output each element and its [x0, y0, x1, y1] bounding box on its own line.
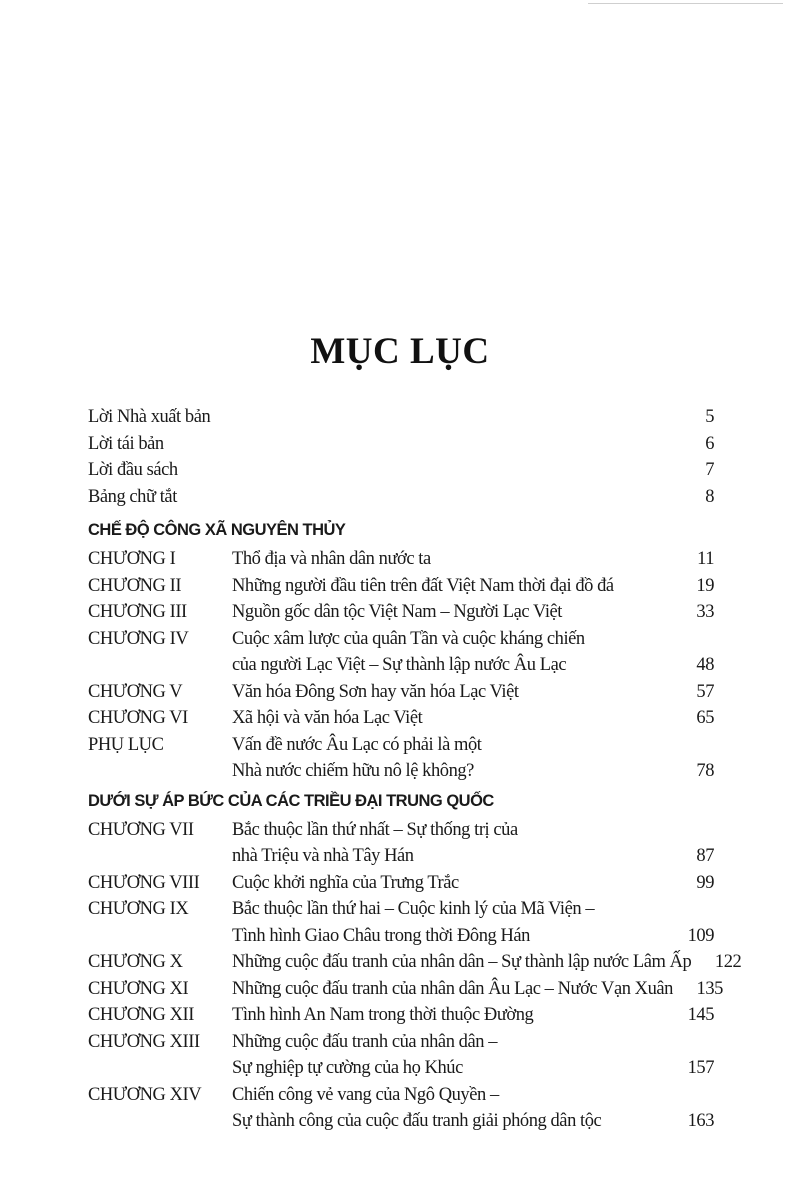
- page-number: [664, 1029, 714, 1056]
- chapter-title: Xã hội và văn hóa Lạc Việt: [232, 708, 423, 728]
- toc-entry: [88, 1002, 714, 1029]
- chapter-label: CHƯƠNG VII: [88, 819, 194, 840]
- toc-entry: [88, 431, 714, 458]
- chapter-title: Cuộc xâm lược của quân Tần và cuộc kháng chiến: [232, 628, 585, 649]
- toc-entry: [88, 573, 714, 600]
- entry-title: Lời tái bản: [88, 433, 164, 454]
- page-number: 65: [696, 708, 714, 728]
- page-number: 145: [687, 1005, 714, 1025]
- chapter-title: Những cuộc đấu tranh của nhân dân – Sự thành lập nước Lâm Ấp: [232, 952, 692, 972]
- toc-entry: [88, 599, 714, 626]
- page-number: 163: [687, 1111, 714, 1131]
- toc-entry: [88, 626, 714, 653]
- toc-entry: [88, 923, 714, 950]
- chapter-title: Những người đầu tiên trên đất Việt Nam thời đại đồ đá: [232, 575, 614, 596]
- chapter-title: Văn hóa Đông Sơn hay văn hóa Lạc Việt: [232, 681, 519, 702]
- page-number: 5: [705, 407, 714, 427]
- page-number: 99: [696, 872, 714, 893]
- page-number: 8: [705, 486, 714, 507]
- chapter-label: CHƯƠNG IV: [88, 628, 189, 649]
- page-number: 33: [696, 602, 714, 622]
- chapter-label: CHƯƠNG V: [88, 681, 183, 702]
- chapter-title: Bắc thuộc lần thứ nhất – Sự thống trị của: [232, 819, 518, 840]
- page-number: 87: [696, 846, 714, 866]
- page-number: 135: [696, 978, 723, 999]
- chapter-label: CHƯƠNG X: [88, 952, 183, 972]
- toc-entry: [88, 705, 714, 732]
- page-number: 57: [696, 681, 714, 702]
- entry-title: Bảng chữ tắt: [88, 486, 177, 507]
- page-number: 109: [687, 925, 714, 946]
- page-number: [664, 626, 714, 653]
- toc-entry: [88, 404, 714, 431]
- toc-entry: [88, 652, 714, 679]
- chapter-title: Tình hình An Nam trong thời thuộc Đường: [232, 1005, 534, 1025]
- chapter-label: CHƯƠNG I: [88, 549, 176, 569]
- chapter-label: [88, 843, 232, 870]
- chapter-title: Nhà nước chiếm hữu nô lệ không?: [232, 761, 474, 781]
- section-heading: CHẾ ĐỘ CÔNG XÃ NGUYÊN THỦY: [88, 521, 346, 539]
- page-number: [664, 896, 714, 923]
- chapter-label: CHƯƠNG VIII: [88, 872, 200, 893]
- page-number: 78: [696, 761, 714, 781]
- toc-entry: [88, 457, 714, 484]
- chapter-label: CHƯƠNG XI: [88, 978, 189, 999]
- page-number: [664, 732, 714, 759]
- chapter-label: CHƯƠNG XIII: [88, 1031, 200, 1052]
- chapter-label: [88, 652, 232, 679]
- chapter-title: Thổ địa và nhân dân nước ta: [232, 549, 431, 569]
- chapter-title: Những cuộc đấu tranh của nhân dân –: [232, 1031, 498, 1052]
- chapter-title: Sự nghiệp tự cường của họ Khúc: [232, 1058, 463, 1078]
- entry-title: Lời đầu sách: [88, 460, 178, 480]
- page-number: [664, 817, 714, 844]
- chapter-label: [88, 758, 232, 785]
- chapter-title: của người Lạc Việt – Sự thành lập nước Âu Lạc: [232, 655, 567, 675]
- toc-entry: [88, 896, 714, 923]
- section-heading: DƯỚI SỰ ÁP BỨC CỦA CÁC TRIỀU ĐẠI TRUNG QUỐC: [88, 791, 494, 810]
- page-title: MỤC LỤC: [310, 331, 490, 372]
- toc-entry: [88, 679, 714, 706]
- chapter-label: CHƯƠNG VI: [88, 708, 188, 728]
- chapter-title: Chiến công vẻ vang của Ngô Quyền –: [232, 1084, 499, 1105]
- chapter-title: Những cuộc đấu tranh của nhân dân Âu Lạc – Nước Vạn Xuân: [232, 978, 673, 999]
- toc-entry: [88, 976, 723, 1003]
- chapter-label: [88, 1055, 232, 1082]
- page-number: 48: [696, 655, 714, 675]
- page-number: 7: [705, 460, 714, 480]
- page-number: 11: [697, 549, 714, 569]
- scan-edge-line: [588, 3, 783, 4]
- chapter-title: Cuộc khởi nghĩa của Trưng Trắc: [232, 872, 459, 893]
- chapter-title: Sự thành công của cuộc đấu tranh giải phóng dân tộc: [232, 1111, 602, 1131]
- chapter-label: CHƯƠNG III: [88, 602, 187, 622]
- chapter-title: Vấn đề nước Âu Lạc có phải là một: [232, 734, 482, 755]
- page-number: 6: [705, 433, 714, 454]
- toc-entry: [88, 546, 714, 573]
- chapter-title: Tình hình Giao Châu trong thời Đông Hán: [232, 925, 530, 946]
- toc-entry: [88, 1029, 714, 1056]
- chapter-label: CHƯƠNG XIV: [88, 1084, 202, 1105]
- toc-entry: [88, 817, 714, 844]
- chapter-label: CHƯƠNG IX: [88, 899, 189, 919]
- toc-entry: [88, 843, 714, 870]
- chapter-label: CHƯƠNG II: [88, 575, 182, 596]
- toc-entry: [88, 1055, 714, 1082]
- toc-entry: [88, 1082, 714, 1109]
- table-of-contents: [88, 404, 742, 1135]
- toc-entry: [88, 758, 714, 785]
- toc-entry: [88, 1108, 714, 1135]
- entry-title: Lời Nhà xuất bản: [88, 407, 211, 427]
- chapter-label: PHỤ LỤC: [88, 734, 164, 755]
- chapter-title: nhà Triệu và nhà Tây Hán: [232, 846, 414, 866]
- toc-entry: [88, 484, 714, 511]
- page-number: 19: [696, 575, 714, 596]
- chapter-label: CHƯƠNG XII: [88, 1005, 194, 1025]
- toc-entry: [88, 949, 742, 976]
- toc-entry: [88, 732, 714, 759]
- toc-entry: [88, 870, 714, 897]
- chapter-label: [88, 923, 232, 950]
- chapter-title: Bắc thuộc lần thứ hai – Cuộc kinh lý của Mã Viện –: [232, 899, 595, 919]
- chapter-label: [88, 1108, 232, 1135]
- page-number: 157: [687, 1058, 714, 1078]
- page-number: 122: [714, 952, 742, 972]
- chapter-title: Nguồn gốc dân tộc Việt Nam – Người Lạc Việt: [232, 602, 562, 622]
- page-number: [664, 1082, 714, 1109]
